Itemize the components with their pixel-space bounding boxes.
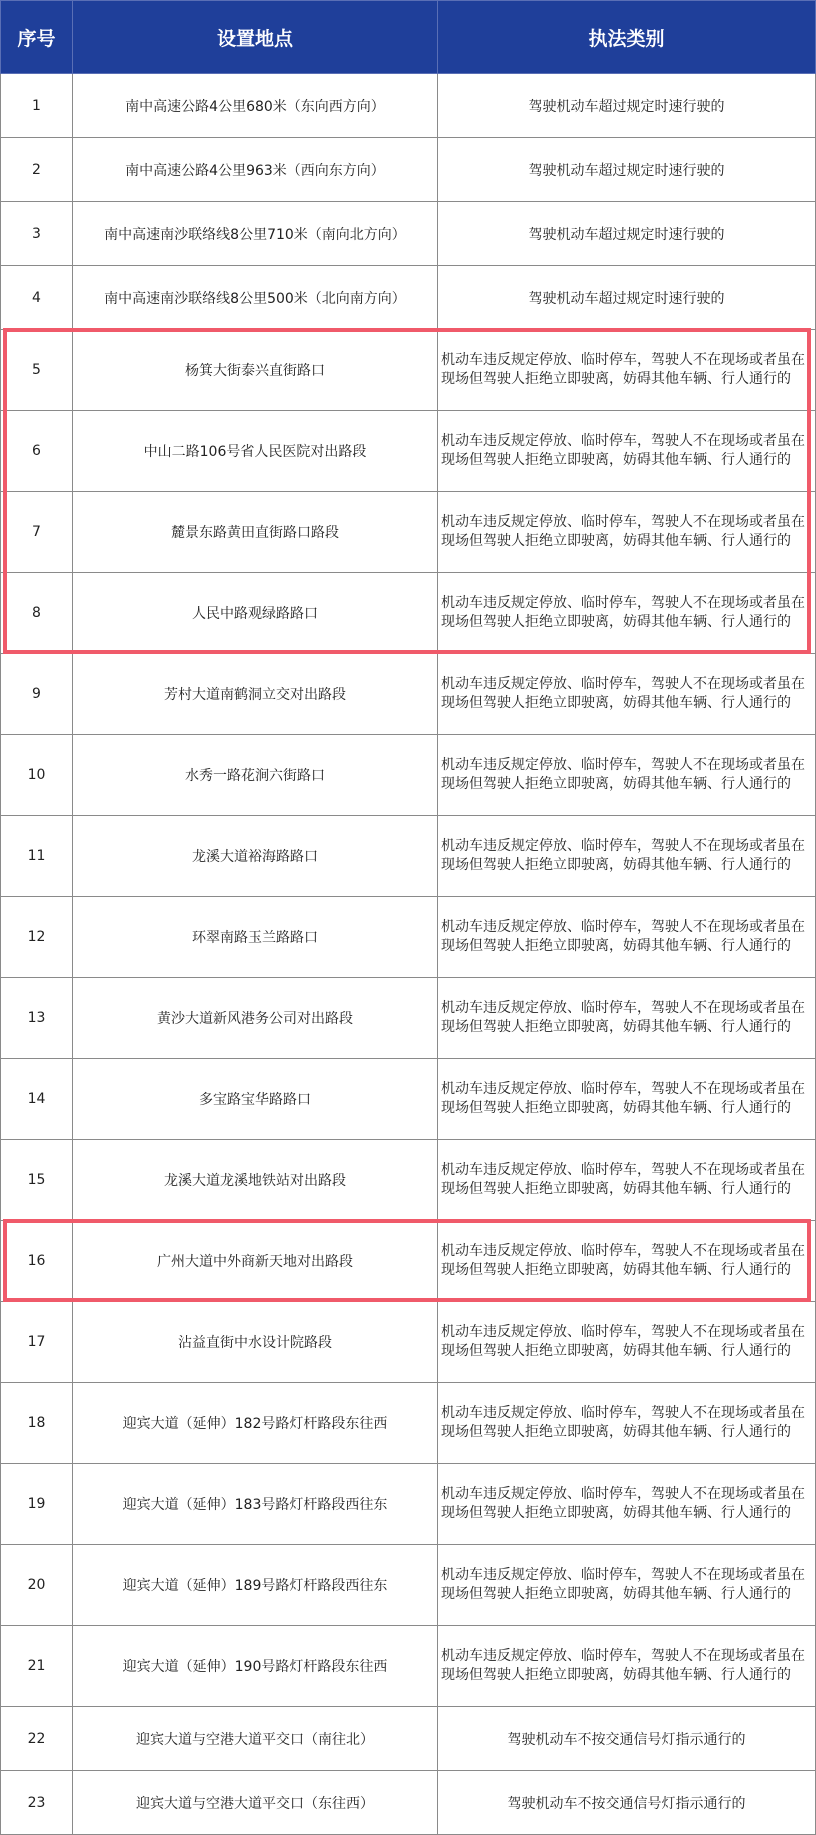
- table-row: [1, 1302, 816, 1383]
- cell-type: 机动车违反规定停放、临时停车，驾驶人不在现场或者虽在现场但驾驶人拒绝立即驶离，妨碍其他车辆、行人通行的: [438, 330, 816, 411]
- cell-type: 驾驶机动车不按交通信号灯指示通行的: [438, 1707, 816, 1771]
- table-row: [1, 74, 816, 138]
- table-row: [1, 1626, 816, 1707]
- cell-location: 杨箕大街泰兴直街路口: [73, 330, 438, 411]
- table-row: [1, 1545, 816, 1626]
- cell-location: 沾益直街中水设计院路段: [73, 1302, 438, 1383]
- cell-location: 南中高速公路4公里963米（西向东方向）: [73, 138, 438, 202]
- cell-no: 3: [1, 202, 73, 266]
- cell-no: 8: [1, 573, 73, 654]
- cell-type: 机动车违反规定停放、临时停车，驾驶人不在现场或者虽在现场但驾驶人拒绝立即驶离，妨碍其他车辆、行人通行的: [438, 1545, 816, 1626]
- table-body: [1, 74, 816, 1835]
- cell-no: 11: [1, 816, 73, 897]
- cell-no: 1: [1, 74, 73, 138]
- cell-no: 10: [1, 735, 73, 816]
- header-no: 序号: [1, 1, 73, 74]
- cell-no: 12: [1, 897, 73, 978]
- cell-type: 机动车违反规定停放、临时停车，驾驶人不在现场或者虽在现场但驾驶人拒绝立即驶离，妨碍其他车辆、行人通行的: [438, 897, 816, 978]
- table-row: [1, 1059, 816, 1140]
- table-row: [1, 897, 816, 978]
- table-row: [1, 978, 816, 1059]
- cell-type: 机动车违反规定停放、临时停车，驾驶人不在现场或者虽在现场但驾驶人拒绝立即驶离，妨碍其他车辆、行人通行的: [438, 735, 816, 816]
- cell-type: 驾驶机动车超过规定时速行驶的: [438, 138, 816, 202]
- cell-location: 芳村大道南鹤洞立交对出路段: [73, 654, 438, 735]
- table-row: [1, 1707, 816, 1771]
- cell-location: 环翠南路玉兰路路口: [73, 897, 438, 978]
- cell-no: 4: [1, 266, 73, 330]
- cell-type: 驾驶机动车超过规定时速行驶的: [438, 74, 816, 138]
- cell-no: 17: [1, 1302, 73, 1383]
- table-row: [1, 202, 816, 266]
- cell-no: 9: [1, 654, 73, 735]
- cell-no: 23: [1, 1771, 73, 1835]
- table-row: [1, 266, 816, 330]
- table-header-row: [1, 1, 816, 74]
- cell-location: 水秀一路花涧六街路口: [73, 735, 438, 816]
- cell-type: 机动车违反规定停放、临时停车，驾驶人不在现场或者虽在现场但驾驶人拒绝立即驶离，妨碍其他车辆、行人通行的: [438, 573, 816, 654]
- table-row: [1, 138, 816, 202]
- cell-no: 22: [1, 1707, 73, 1771]
- cell-location: 迎宾大道与空港大道平交口（南往北）: [73, 1707, 438, 1771]
- cell-type: 机动车违反规定停放、临时停车，驾驶人不在现场或者虽在现场但驾驶人拒绝立即驶离，妨碍其他车辆、行人通行的: [438, 816, 816, 897]
- table-row: [1, 411, 816, 492]
- header-type: 执法类别: [438, 1, 816, 74]
- cell-no: 19: [1, 1464, 73, 1545]
- cell-no: 15: [1, 1140, 73, 1221]
- cell-location: 迎宾大道与空港大道平交口（东往西）: [73, 1771, 438, 1835]
- cell-no: 5: [1, 330, 73, 411]
- cell-location: 迎宾大道（延伸）190号路灯杆路段东往西: [73, 1626, 438, 1707]
- cell-type: 机动车违反规定停放、临时停车，驾驶人不在现场或者虽在现场但驾驶人拒绝立即驶离，妨碍其他车辆、行人通行的: [438, 1221, 816, 1302]
- cell-location: 广州大道中外商新天地对出路段: [73, 1221, 438, 1302]
- cell-location: 黄沙大道新风港务公司对出路段: [73, 978, 438, 1059]
- cell-location: 龙溪大道裕海路路口: [73, 816, 438, 897]
- cell-no: 13: [1, 978, 73, 1059]
- cell-type: 机动车违反规定停放、临时停车，驾驶人不在现场或者虽在现场但驾驶人拒绝立即驶离，妨碍其他车辆、行人通行的: [438, 1140, 816, 1221]
- table-row: [1, 573, 816, 654]
- cell-no: 6: [1, 411, 73, 492]
- table-row: [1, 492, 816, 573]
- cell-no: 18: [1, 1383, 73, 1464]
- cell-no: 2: [1, 138, 73, 202]
- cell-no: 7: [1, 492, 73, 573]
- cell-location: 迎宾大道（延伸）189号路灯杆路段西往东: [73, 1545, 438, 1626]
- cell-type: 驾驶机动车不按交通信号灯指示通行的: [438, 1771, 816, 1835]
- cell-type: 机动车违反规定停放、临时停车，驾驶人不在现场或者虽在现场但驾驶人拒绝立即驶离，妨碍其他车辆、行人通行的: [438, 1626, 816, 1707]
- cell-type: 机动车违反规定停放、临时停车，驾驶人不在现场或者虽在现场但驾驶人拒绝立即驶离，妨碍其他车辆、行人通行的: [438, 411, 816, 492]
- cell-location: 中山二路106号省人民医院对出路段: [73, 411, 438, 492]
- cell-type: 机动车违反规定停放、临时停车，驾驶人不在现场或者虽在现场但驾驶人拒绝立即驶离，妨碍其他车辆、行人通行的: [438, 978, 816, 1059]
- cell-type: 机动车违反规定停放、临时停车，驾驶人不在现场或者虽在现场但驾驶人拒绝立即驶离，妨碍其他车辆、行人通行的: [438, 1464, 816, 1545]
- cell-location: 人民中路观绿路路口: [73, 573, 438, 654]
- cell-no: 14: [1, 1059, 73, 1140]
- cell-no: 16: [1, 1221, 73, 1302]
- table-row: [1, 1464, 816, 1545]
- cell-type: 机动车违反规定停放、临时停车，驾驶人不在现场或者虽在现场但驾驶人拒绝立即驶离，妨碍其他车辆、行人通行的: [438, 654, 816, 735]
- cell-type: 机动车违反规定停放、临时停车，驾驶人不在现场或者虽在现场但驾驶人拒绝立即驶离，妨碍其他车辆、行人通行的: [438, 1059, 816, 1140]
- table-row: [1, 654, 816, 735]
- cell-location: 南中高速南沙联络线8公里710米（南向北方向）: [73, 202, 438, 266]
- cell-type: 机动车违反规定停放、临时停车，驾驶人不在现场或者虽在现场但驾驶人拒绝立即驶离，妨碍其他车辆、行人通行的: [438, 1302, 816, 1383]
- cell-type: 机动车违反规定停放、临时停车，驾驶人不在现场或者虽在现场但驾驶人拒绝立即驶离，妨碍其他车辆、行人通行的: [438, 492, 816, 573]
- table-row: [1, 735, 816, 816]
- cell-no: 20: [1, 1545, 73, 1626]
- table-row: [1, 330, 816, 411]
- cell-no: 21: [1, 1626, 73, 1707]
- table-row: [1, 1771, 816, 1835]
- table-row: [1, 1221, 816, 1302]
- cell-type: 机动车违反规定停放、临时停车，驾驶人不在现场或者虽在现场但驾驶人拒绝立即驶离，妨碍其他车辆、行人通行的: [438, 1383, 816, 1464]
- cell-location: 迎宾大道（延伸）182号路灯杆路段东往西: [73, 1383, 438, 1464]
- cell-location: 龙溪大道龙溪地铁站对出路段: [73, 1140, 438, 1221]
- cell-location: 多宝路宝华路路口: [73, 1059, 438, 1140]
- cell-type: 驾驶机动车超过规定时速行驶的: [438, 202, 816, 266]
- cell-location: 南中高速公路4公里680米（东向西方向）: [73, 74, 438, 138]
- table-row: [1, 1383, 816, 1464]
- cell-type: 驾驶机动车超过规定时速行驶的: [438, 266, 816, 330]
- cell-location: 麓景东路黄田直街路口路段: [73, 492, 438, 573]
- header-location: 设置地点: [73, 1, 438, 74]
- table-row: [1, 1140, 816, 1221]
- cell-location: 南中高速南沙联络线8公里500米（北向南方向）: [73, 266, 438, 330]
- table-row: [1, 816, 816, 897]
- cell-location: 迎宾大道（延伸）183号路灯杆路段西往东: [73, 1464, 438, 1545]
